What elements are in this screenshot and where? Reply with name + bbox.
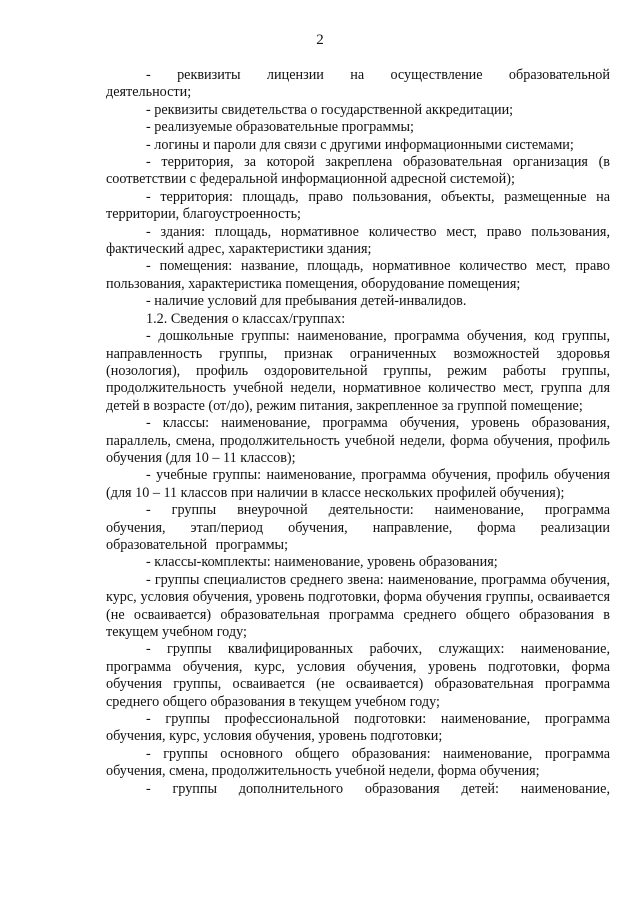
section-heading-classes-groups: 1.2. Сведения о классах/группах: xyxy=(146,310,346,327)
paragraph-extracurricular-groups: - группы внеурочной деятельности: наименование, программа обучения, этап/период обучения, направление, форма реализации образовательной программы; xyxy=(106,502,610,553)
paragraph-skilled-workers: - группы квалифицированных рабочих, служащих: наименование, программа обучения, курс, условия обучения, уровень подготовки, форма обучения группы, осваивается (не осваивается) образовательная программа среднего общего образования в текущем учебном году; xyxy=(106,641,610,710)
paragraph-classes: - классы: наименование, программа обучения, уровень образования, параллель, смена, продолжительность учебной недели, форма обучения, профиль обучения (для 10 – 11 классов); xyxy=(106,415,610,466)
paragraph-disabled-children: - наличие условий для пребывания детей-инвалидов. xyxy=(146,293,467,310)
paragraph-basic-general-education: - группы основного общего образования: наименование, программа обучения, смена, продолжительность учебной недели, форма обучения; xyxy=(106,745,610,780)
paragraph-class-sets: - классы-комплекты: наименование, уровень образования; xyxy=(146,554,498,571)
paragraph-assigned-territory: - территория, за которой закреплена образовательная организация (в соответствии с федеральной информационной адресной системой); xyxy=(106,154,610,188)
paragraph-accreditation-details: - реквизиты свидетельства о государственной аккредитации; xyxy=(146,101,514,118)
paragraph-territory: - территория: площадь, право пользования, объекты, размещенные на территории, благоустроенность; xyxy=(106,188,610,223)
paragraph-educational-programs: - реализуемые образовательные программы; xyxy=(146,119,414,136)
paragraph-logins-passwords: - логины и пароли для связи с другими информационными системами; xyxy=(146,136,574,153)
paragraph-preschool-groups: - дошкольные группы: наименование, программа обучения, код группы, направленность группы, признак ограниченных возможностей здоровья (нозология), профиль оздоровительной группы, режим работы группы, продолжительность учебной недели, нормативное количество мест, группа для детей в возрасте (от/до), режим питания, закрепленное за группой помещение; xyxy=(106,328,610,414)
paragraph-rooms: - помещения: название, площадь, нормативное количество мест, право пользования, характеристика помещения, оборудование помещения; xyxy=(106,258,610,292)
document-body xyxy=(106,67,610,798)
paragraph-study-groups: - учебные группы: наименование, программа обучения, профиль обучения (для 10 – 11 классов при наличии в классе нескольких профилей обучения); xyxy=(106,467,610,501)
paragraph-buildings: - здания: площадь, нормативное количество мест, право пользования, фактический адрес, характеристики здания; xyxy=(106,223,610,258)
paragraph-license-details: - реквизиты лицензии на осуществление образовательной деятельности; xyxy=(106,67,610,101)
page-number: 2 xyxy=(316,32,324,48)
paragraph-additional-education: - группы дополнительного образования детей: наименование, xyxy=(146,780,610,797)
paragraph-vocational-training: - группы профессиональной подготовки: наименование, программа обучения, курс, условия обучения, уровень подготовки; xyxy=(106,711,610,745)
paragraph-mid-level-specialists: - группы специалистов среднего звена: наименование, программа обучения, курс, условия обучения, уровень подготовки, форма обучения группы, осваивается (не осваивается) образовательная программа среднего общего образования в текущем учебном году; xyxy=(106,571,610,640)
